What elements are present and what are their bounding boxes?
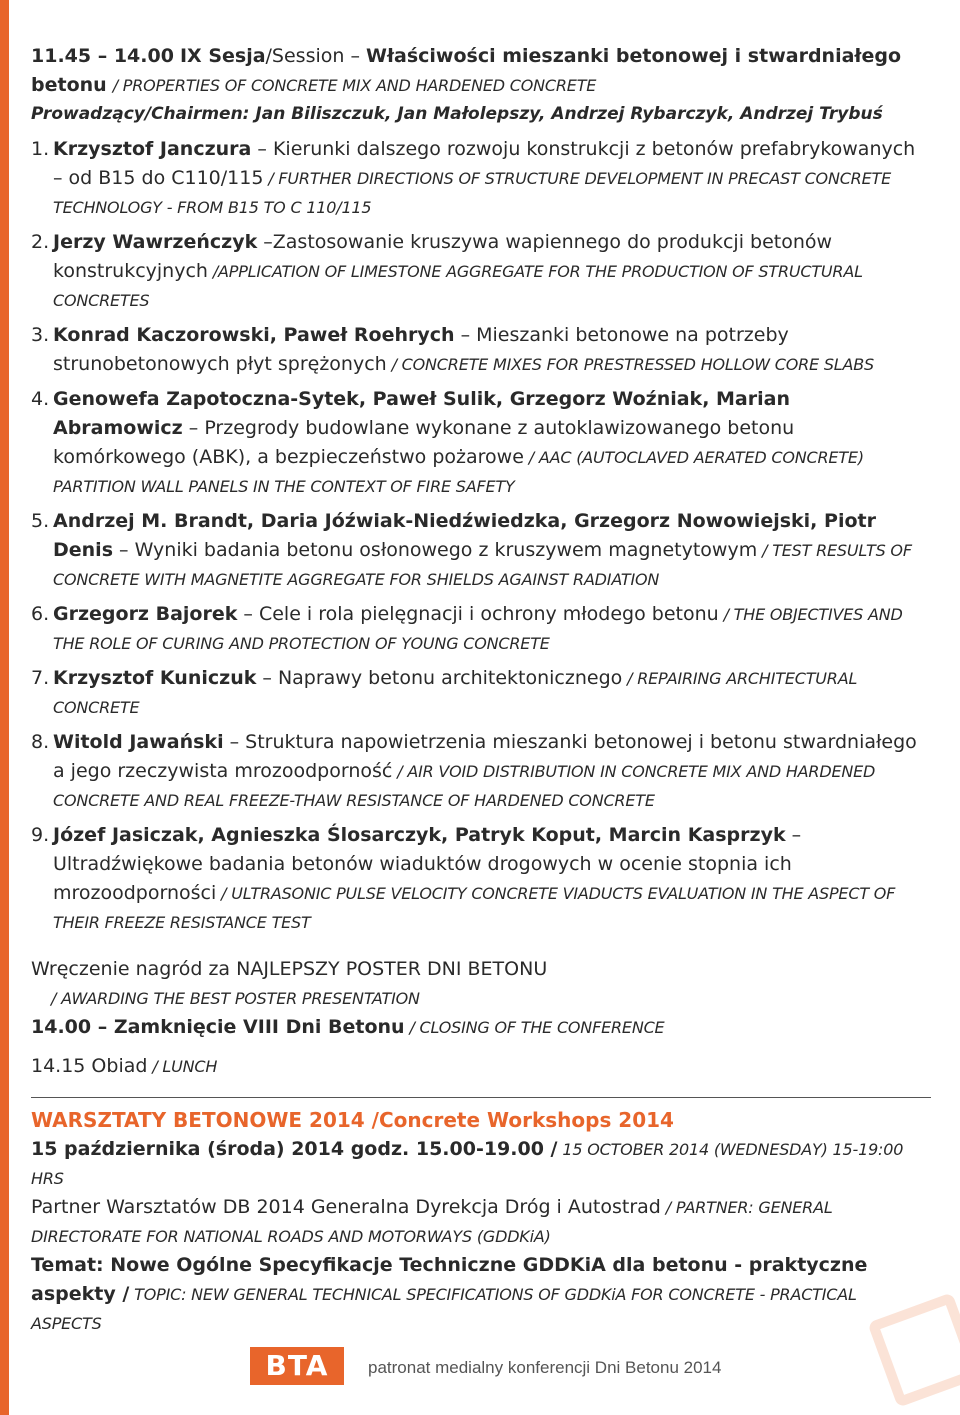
session-label-en: /Session – bbox=[265, 45, 360, 67]
workshops-heading: WARSZTATY BETONOWE 2014 /Concrete Workshops 2014 bbox=[31, 1108, 674, 1132]
item-authors: Witold Jawański bbox=[53, 731, 224, 753]
award-line-en bbox=[31, 984, 926, 1013]
item-title-en: / ULTRASONIC PULSE VELOCITY CONCRETE VIADUCTS EVALUATION IN THE ASPECT OF THEIR FREEZE RESISTANCE TEST bbox=[53, 884, 896, 932]
talk-list bbox=[31, 135, 926, 937]
closing-text: 14.00 – Zamknięcie VIII Dni Betonu bbox=[31, 1016, 405, 1038]
item-number: 1. bbox=[31, 138, 50, 160]
item-authors: Konrad Kaczorowski, Paweł Roehrych bbox=[53, 324, 455, 346]
list-item bbox=[31, 664, 926, 722]
item-title-en: / CONCRETE MIXES FOR PRESTRESSED HOLLOW CORE SLABS bbox=[386, 355, 874, 374]
item-authors: Jerzy Wawrzeńczyk bbox=[53, 231, 258, 253]
item-title-en: /APPLICATION OF LIMESTONE AGGREGATE FOR THE PRODUCTION OF STRUCTURAL CONCRETES bbox=[53, 262, 863, 310]
list-item bbox=[31, 228, 926, 315]
item-number: 2. bbox=[31, 231, 50, 253]
list-item bbox=[31, 507, 926, 594]
item-number: 6. bbox=[31, 603, 50, 625]
workshops-topic bbox=[31, 1251, 926, 1338]
item-title-en: / THE OBJECTIVES AND THE ROLE OF CURING AND PROTECTION OF YOUNG CONCRETE bbox=[53, 605, 903, 653]
session-title-en: / PROPERTIES OF CONCRETE MIX AND HARDENED CONCRETE bbox=[112, 76, 597, 95]
item-title: – Ultradźwiękowe badania betonów wiaduktów drogowych w ocenie stopnia ich mrozoodporności bbox=[53, 824, 802, 904]
workshops-topic-en: TOPIC: NEW GENERAL TECHNICAL SPECIFICATIONS OF GDDKiA FOR CONCRETE - PRACTICAL ASPECTS bbox=[31, 1285, 857, 1333]
award-text: Wręczenie nagród za NAJLEPSZY POSTER DNI BETONU bbox=[31, 958, 548, 980]
item-number: 4. bbox=[31, 388, 50, 410]
item-authors: Genowefa Zapotoczna-Sytek, Paweł Sulik, Grzegorz Woźniak, Marian Abramowicz bbox=[53, 388, 790, 439]
item-title: – Wyniki badania betonu osłonowego z kruszywem magnetytowym bbox=[113, 539, 758, 561]
item-number: 9. bbox=[31, 824, 50, 846]
closing-line bbox=[31, 1013, 926, 1042]
list-item bbox=[31, 728, 926, 815]
item-number: 8. bbox=[31, 731, 50, 753]
workshops-topic-pl: Temat: Nowe Ogólne Specyfikacje Techniczne GDDKiA dla betonu - praktyczne aspekty / bbox=[31, 1254, 868, 1305]
item-number: 7. bbox=[31, 667, 50, 689]
bta-logo: BTA bbox=[250, 1347, 344, 1385]
session-header bbox=[31, 42, 926, 100]
item-title: – Cele i rola pielęgnacji i ochrony młodego betonu bbox=[237, 603, 719, 625]
list-item bbox=[31, 385, 926, 501]
list-item bbox=[31, 821, 926, 937]
item-title-en: / TEST RESULTS OF CONCRETE WITH MAGNETITE AGGREGATE FOR SHIELDS AGAINST RADIATION bbox=[53, 541, 912, 589]
item-title-en: / AIR VOID DISTRIBUTION IN CONCRETE MIX AND HARDENED CONCRETE AND REAL FREEZE-THAW RESISTANCE OF HARDENED CONCRETE bbox=[53, 762, 876, 810]
item-title-en: / AAC (AUTOCLAVED AERATED CONCRETE) PARTITION WALL PANELS IN THE CONTEXT OF FIRE SAFETY bbox=[53, 448, 864, 496]
item-title: – Struktura napowietrzenia mieszanki betonowej i betonu stwardniałego a jego rzeczywista mrozoodporność bbox=[53, 731, 917, 782]
session-title: Właściwości mieszanki betonowej i stwardniałego betonu bbox=[31, 45, 901, 96]
item-authors: Krzysztof Janczura bbox=[53, 138, 252, 160]
workshops-partner-pl: Partner Warsztatów DB 2014 Generalna Dyrekcja Dróg i Autostrad bbox=[31, 1196, 661, 1218]
item-title: – Kierunki dalszego rozwoju konstrukcji z betonów prefabrykowanych – od B15 do C110/115 bbox=[53, 138, 916, 189]
list-item bbox=[31, 321, 926, 379]
award-line bbox=[31, 955, 926, 984]
workshops-date-en: 15 OCTOBER 2014 (WEDNESDAY) 15-19:00 HRS bbox=[31, 1140, 904, 1188]
divider bbox=[31, 1097, 931, 1098]
item-number: 3. bbox=[31, 324, 50, 346]
lunch-line bbox=[31, 1052, 926, 1081]
footer bbox=[250, 1347, 850, 1387]
workshops-date-pl: 15 października (środa) 2014 godz. 15.00-19.00 / bbox=[31, 1138, 558, 1160]
footer-text: patronat medialny konferencji Dni Betonu 2014 bbox=[368, 1358, 722, 1377]
item-authors: Krzysztof Kuniczuk bbox=[53, 667, 257, 689]
closing-text-en: / CLOSING OF THE CONFERENCE bbox=[404, 1018, 665, 1037]
item-title: – Naprawy betonu architektonicznego bbox=[256, 667, 623, 689]
item-title-en: / FURTHER DIRECTIONS OF STRUCTURE DEVELOPMENT IN PRECAST CONCRETE TECHNOLOGY - FROM B15 TO C 110/115 bbox=[53, 169, 891, 217]
item-authors: Józef Jasiczak, Agnieszka Ślosarczyk, Patryk Koput, Marcin Kasprzyk bbox=[53, 824, 786, 846]
item-number: 5. bbox=[31, 510, 50, 532]
lunch-text: 14.15 Obiad bbox=[31, 1055, 148, 1077]
item-authors: Andrzej M. Brandt, Daria Jóźwiak-Niedźwiedzka, Grzegorz Nowowiejski, Piotr Denis bbox=[53, 510, 876, 561]
item-title: – Mieszanki betonowe na potrzeby strunobetonowych płyt sprężonych bbox=[53, 324, 789, 375]
session-chairs: Prowadzący/Chairmen: Jan Biliszczuk, Jan Małolepszy, Andrzej Rybarczyk, Andrzej Trybuś bbox=[31, 104, 883, 124]
lunch-text-en: / LUNCH bbox=[147, 1057, 218, 1076]
award-text-en: / AWARDING THE BEST POSTER PRESENTATION bbox=[51, 989, 420, 1008]
item-authors: Grzegorz Bajorek bbox=[53, 603, 238, 625]
program-content bbox=[31, 42, 926, 1338]
workshops-partner-en: / PARTNER: GENERAL DIRECTORATE FOR NATIONAL ROADS AND MOTORWAYS (GDDKiA) bbox=[31, 1198, 833, 1246]
item-title: – Przegrody budowlane wykonane z autoklawizowanego betonu komórkowego (ABK), a bezpieczeństwo pożarowe bbox=[53, 417, 795, 468]
session-time: 11.45 – 14.00 bbox=[31, 45, 174, 67]
workshops-partner bbox=[31, 1193, 926, 1251]
list-item bbox=[31, 135, 926, 222]
accent-sidebar bbox=[0, 0, 9, 1415]
workshops-date bbox=[31, 1135, 926, 1193]
session-label: IX Sesja bbox=[179, 45, 266, 67]
item-title-en: / REPAIRING ARCHITECTURAL CONCRETE bbox=[53, 669, 858, 717]
list-item bbox=[31, 600, 926, 658]
item-title: –Zastosowanie kruszywa wapiennego do produkcji betonów konstrukcyjnych bbox=[53, 231, 833, 282]
